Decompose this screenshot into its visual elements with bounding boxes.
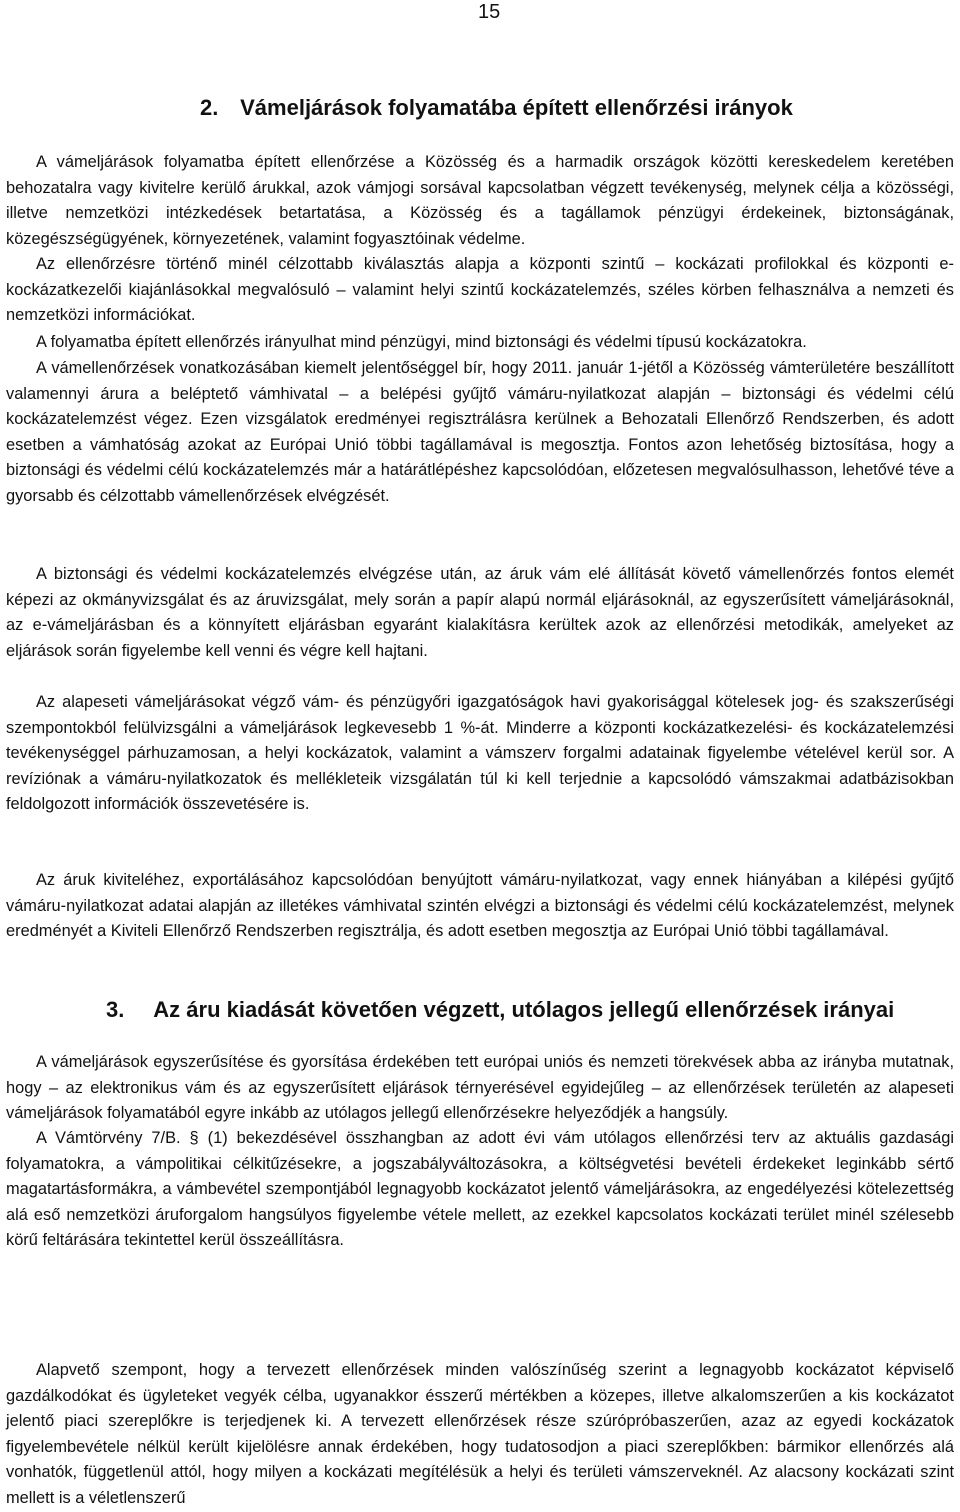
paragraph-8: A vámeljárások egyszerűsítése és gyorsítása érdekében tett európai uniós és nemzeti törekvések abba az irányba mutatnak, hogy – az elektronikus vám és az egyszerűsített eljárások térnyerésével egyidejűleg – az ellenőrzések területén az alapeseti vámeljárások folyamatából egyre inkább az utólagos jellegű ellenőrzésekre helyeződjék a hangsúly. bbox=[6, 1053, 954, 1123]
paragraph-5: A biztonsági és védelmi kockázatelemzés elvégzése után, az áruk vám elé állítását követő vámellenőrzés fontos elemét képezi az okmányvizsgálat és az áruvizsgálat, mely során a papír alapú normál eljárásoknál, az egyszerűsített vámeljárásoknál, az e-vámeljárásban és a könnyített eljárásban egyaránt kialakításra kerültek azok az ellenőrzési metodikák, amelyeket az eljárások során figyelembe kell venni és végre kell hajtani. bbox=[6, 565, 954, 660]
paragraph-1: A vámeljárások folyamatba épített ellenőrzése a Közösség és a harmadik országok közötti kereskedelem keretében behozatalra vagy kivitelre kerülő árukkal, azok vámjogi sorsával kapcsolatban végzett tevékenység, melynek célja a közösségi, illetve nemzetközi intézkedések betartatása, a Közösség és a tagállamok pénzügyi érdekeinek, biztonságának, közegészségügyének, környezetének, valamint fogyasztóinak védelme. bbox=[6, 153, 954, 248]
section-3-heading bbox=[106, 996, 894, 1024]
paragraph-6: Az alapeseti vámeljárásokat végző vám- és pénzügyőri igazgatóságok havi gyakorisággal kötelesek jog- és szakszerűségi szempontokból felülvizsgálni a vámeljárások legkevesebb 1 %-át. Minderre a központi kockázatkezelési- és kockázatelemzési tevékenységgel párhuzamosan, a helyi kockázatok, valamint a vámszerv forgalmi adatainak figyelembe vételével kerül sor. A revíziónak a vámáru-nyilatkozatok és mellékleteik vizsgálatán túl ki kell terjednie a kapcsolódó vámszakmai adatbázisokban feldolgozott információk összevetésére is. bbox=[6, 693, 954, 814]
paragraph-2: Az ellenőrzésre történő minél célzottabb kiválasztás alapja a központi szintű – kockázati profilokkal és központi e-kockázatkezelői kiajánlásokkal megvalósuló – valamint helyi szintű kockázatelemzés, széles körben felhasználva a nemzeti és nemzetközi információkat. bbox=[6, 255, 954, 325]
paragraph-9: A Vámtörvény 7/B. § (1) bekezdésével összhangban az adott évi vám utólagos ellenőrzési terv az aktuális gazdasági folyamatokra, a vámpolitikai célkitűzésekre, a jogszabályváltozásokra, a költségvetési bevételi érdekeket leginkább sértő magatartásformákra, a vámbevétel szempontjából legnagyobb kockázatot jelentő vámeljárásokra, az engedélyezési kötelezettség alá eső nemzetközi áruforgalom hangsúlyos figyelembe vétele mellett, az ezekkel kapcsolatos kockázati terület minél szélesebb körű feltárására tekintettel kerül összeállításra. bbox=[6, 1129, 954, 1250]
paragraph-4: A vámellenőrzések vonatkozásában kiemelt jelentőséggel bír, hogy 2011. január 1-jétől a Közösség vámterületére beszállított valamennyi árura a beléptető vámhivatal – a belépési gyűjtő vámáru-nyilatkozat alapján – biztonsági és védelmi célú kockázatelemzést végez. Ezen vizsgálatok eredményei regisztrálásra kerülnek a Behozatali Ellenőrző Rendszerben, és adott esetben a vámhatóság azokat az Európai Unió többi tagállamával is megosztja. Fontos azon lehetőség biztosítása, hogy a biztonsági és védelmi célú kockázatelemzés már a határátlépéshez kapcsolódóan, előzetesen megvalósulhasson, lehetővé téve a gyorsabb és célzottabb vámellenőrzések elvégzését. bbox=[6, 359, 954, 505]
section-2-number: 2. bbox=[200, 95, 219, 120]
section-3-title: Az áru kiadását követően végzett, utólagos jellegű ellenőrzések irányai bbox=[153, 997, 895, 1022]
section-2-heading bbox=[200, 94, 793, 122]
paragraph-3: A folyamatba épített ellenőrzés irányulhat mind pénzügyi, mind biztonsági és védelmi típusú kockázatokra. bbox=[36, 333, 807, 351]
page-number: 15 bbox=[478, 1, 501, 23]
paragraph-10: Alapvető szempont, hogy a tervezett ellenőrzések minden valószínűség szerint a legnagyobb kockázatot képviselő gazdálkodókat és ügyleteket vegyék célba, ugyanakkor ésszerű mértékben a közepes, illetve alkalomszerűen a kis kockázatot jelentő piaci szereplőkre is terjedjenek ki. A tervezett ellenőrzések része szúrópróbaszerűen, azaz az egyedi kockázatok figyelembevétele nélkül került kijelölésre annak érdekében, hogy tudatosodjon a piaci szereplőkben: bármikor ellenőrzés alá vonhatók, függetlenül attól, hogy milyen a kockázati megítélésük a helyi és területi vámszerveknél. Az alacsony kockázati szint mellett is a véletlenszerű bbox=[6, 1361, 954, 1507]
section-2-title: Vámeljárások folyamatába épített ellenőrzési irányok bbox=[240, 95, 793, 120]
paragraph-7: Az áruk kiviteléhez, exportálásához kapcsolódóan benyújtott vámáru-nyilatkozat, vagy ennek hiányában a kilépési gyűjtő vámáru-nyilatkozat adatai alapján az illetékes vámhivatal szintén elvégzi a biztonsági és védelmi célú kockázatelemzést, melynek eredményét a Kiviteli Ellenőrző Rendszerben regisztrálja, és adott esetben megosztja az Európai Unió többi tagállamával. bbox=[6, 871, 954, 941]
section-3-number: 3. bbox=[106, 997, 125, 1022]
